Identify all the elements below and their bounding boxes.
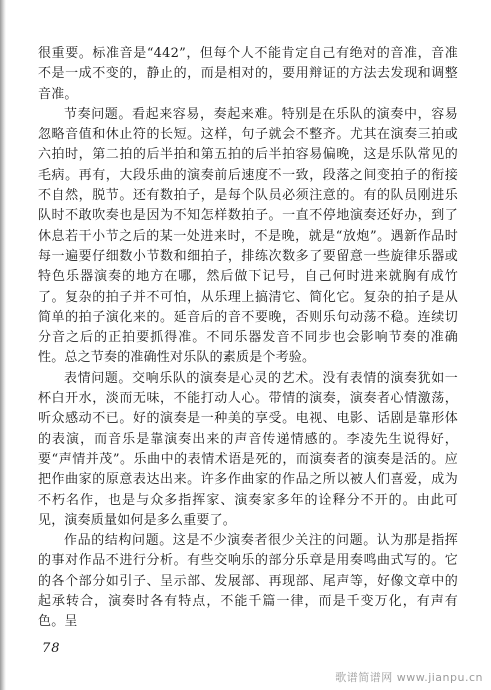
paragraph-structure: 作品的结构问题。这是不少演奏者很少关注的问题。认为那是指挥的事对作品不进行分析。有些交响乐的部分乐章是用奏鸣曲式写的。它的各个部分如引子、呈示部、发展部、再现部、尾声等，好像文章中的起承转合，演奏时各有特点，不能千篇一律，而是千变万化，有声有色。呈 <box>38 533 458 630</box>
scan-edge <box>0 0 6 690</box>
page-number: 78 <box>42 641 61 656</box>
page-body <box>38 44 458 633</box>
paragraph-expression: 表情问题。交响乐队的演奏是心灵的艺术。没有表情的演奏犹如一杯白开水，淡而无味，不能打动人心。带情的演奏，演奏者心情激荡，听众感动不已。好的演奏是一种美的享受。电视、电影、话剧是靠形体的表演，而音乐是靠演奏出来的声音传递情感的。李凌先生说得好，要“声情并茂”。乐曲中的表情术语是死的，而演奏者的演奏是活的。应把作曲家的原意表达出来。许多作曲家的作品之所以被人们喜爱，成为不朽名作，也是与众多指挥家、演奏家多年的诠释分不开的。由此可见，演奏质量如何是多么重要了。 <box>38 370 458 528</box>
paragraph-intonation: 很重要。标准音是“442”，但每个人不能肯定自己有绝对的音准，音准不是一成不变的，静止的，而是相对的，要用辩证的方法去发现和调整音准。 <box>38 46 458 102</box>
paragraph-rhythm: 节奏问题。看起来容易，奏起来难。特别是在乐队的演奏中，容易忽略音值和休止符的长短。这样，句子就会不整齐。尤其在演奏三拍或六拍时，第二拍的后半拍和第五拍的后半拍容易偏晚，这是乐队常见的毛病。再有，大段乐曲的演奏前后速度不一致，段落之间变拍子的衔接不自然，脱节。还有数拍子，是每个队员必须注意的。有的队员刚进乐队时不敢吹奏也是因为不知怎样数拍子。一直不停地演奏还好办，到了休息若干小节之后的某一处进来时，不是晚，就是“放炮”。遇新作品时每一遍要仔细数小节数和细拍子，排练次数多了要留意一些旋律乐器或特色乐器演奏的地方在哪，然后做下记号，自己何时进来就胸有成竹了。复杂的拍子并不可怕，从乐理上搞清它、简化它。复杂的拍子是从简单的拍子演化来的。延音后的音不要晚，否则乐句动荡不稳。连续切分音之后的正拍要抓得准。不同乐器发音不同步也会影响节奏的准确性。总之节奏的准确性对乐队的素质是个考验。 <box>38 106 458 366</box>
watermark: 歌谱简谱网 www.jianpu.cn <box>335 671 483 684</box>
